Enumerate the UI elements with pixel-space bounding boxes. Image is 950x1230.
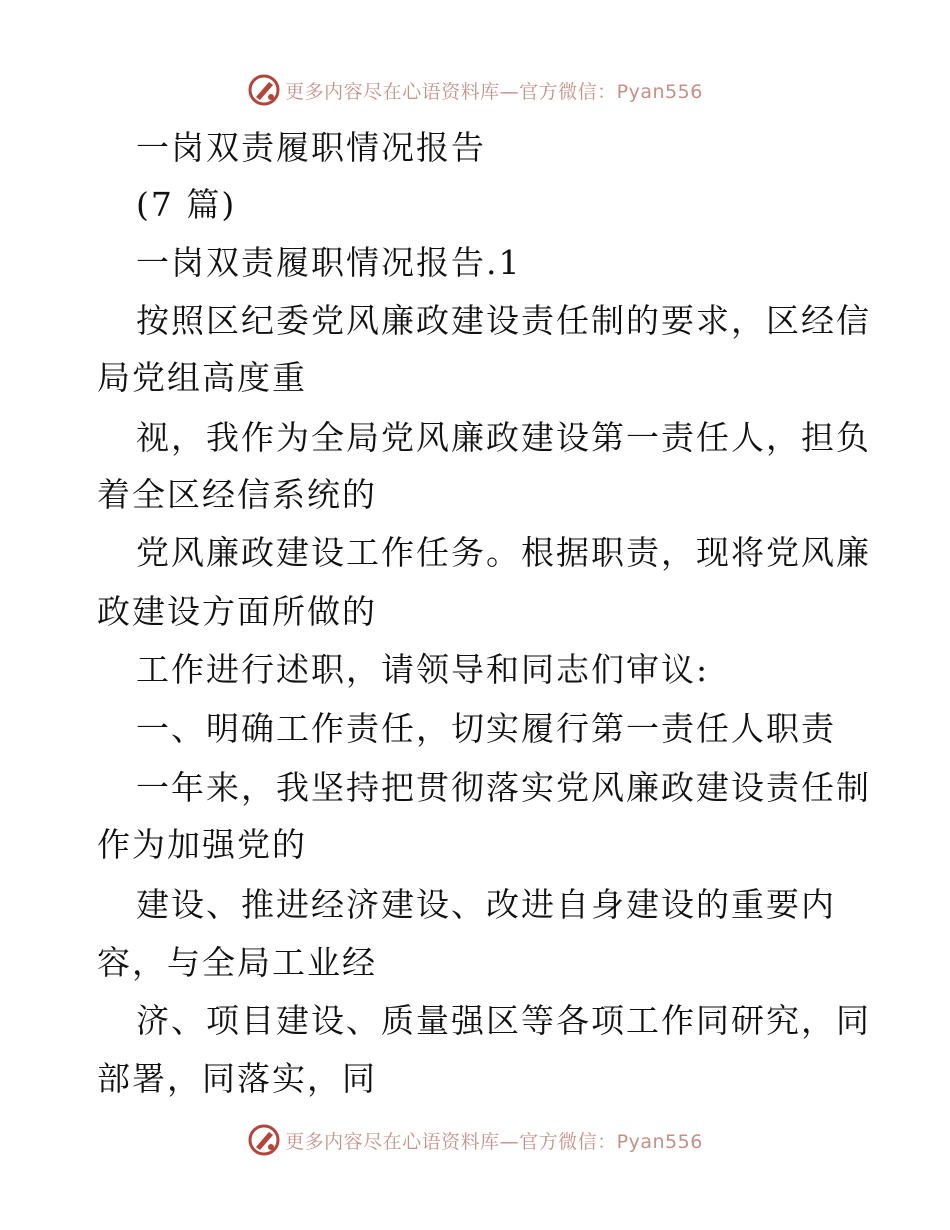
paragraph-line: 济、项目建设、质量强区等各项工作同研究，同	[136, 1001, 871, 1040]
document-title: 一岗双责履职情况报告	[136, 128, 486, 167]
paragraph-line: 一年来，我坚持把贯彻落实党风廉政建设责任制	[136, 768, 871, 807]
header-banner	[0, 70, 950, 110]
paragraph-line: 视，我作为全局党风廉政建设第一责任人，担负	[136, 418, 871, 457]
paragraph-line: 按照区纪委党风廉政建设责任制的要求，区经信	[136, 301, 871, 340]
paragraph-line: 部署，同落实，同	[97, 1059, 377, 1098]
paragraph-line: 着全区经信系统的	[97, 475, 377, 514]
section-heading: 一岗双责履职情况报告.1	[136, 243, 522, 282]
paragraph-line: 容，与全局工业经	[97, 943, 377, 982]
paragraph-line: 建设、推进经济建设、改进自身建设的重要内	[136, 885, 836, 924]
header-banner-text: 更多内容尽在心语资料库—官方微信：Pyan556	[285, 80, 703, 103]
paragraph-line: 作为加强党的	[97, 825, 307, 864]
paragraph-line: 党风廉政建设工作任务。根据职责，现将党风廉	[136, 533, 871, 572]
paragraph-line: 政建设方面所做的	[97, 592, 377, 631]
paragraph-line: 工作进行述职，请领导和同志们审议:	[136, 650, 710, 689]
document-subtitle: (7 篇)	[136, 185, 237, 224]
footer-banner-text: 更多内容尽在心语资料库—官方微信：Pyan556	[285, 1130, 703, 1153]
paragraph-line: 局党组高度重	[97, 358, 307, 397]
footer-banner	[0, 1120, 950, 1160]
seal-logo-icon	[247, 1123, 281, 1157]
seal-logo-icon	[247, 73, 281, 107]
section-heading-1: 一、明确工作责任，切实履行第一责任人职责	[136, 709, 836, 748]
